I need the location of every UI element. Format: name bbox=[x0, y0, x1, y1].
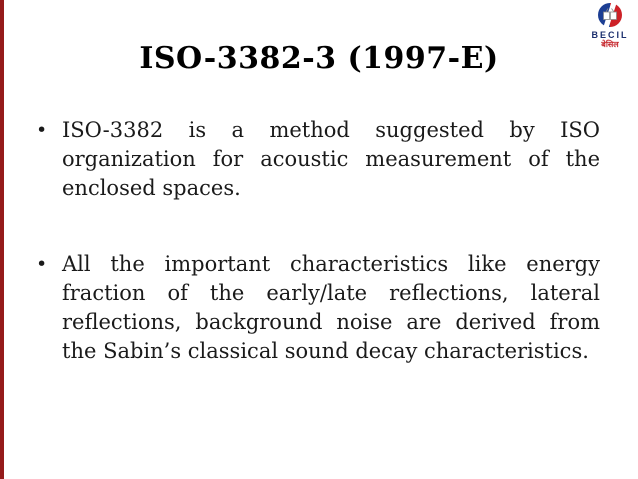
becil-logo-text-hindi: बेसिल bbox=[601, 40, 619, 49]
bullet-text: All the important characteristics like energy fraction of the early/late reflections, lateral reflections, background noise are derived from the Sabin’s classical sound decay characteristics. bbox=[62, 252, 600, 363]
slide-title: ISO-3382-3 (1997-E) bbox=[139, 41, 499, 76]
becil-logo-text: BECIL bbox=[591, 30, 629, 40]
bullet-item bbox=[36, 250, 600, 366]
bullet-marker: • bbox=[36, 119, 48, 141]
left-accent-bar bbox=[0, 0, 4, 479]
bullet-list bbox=[36, 116, 600, 366]
becil-logo bbox=[586, 2, 634, 49]
bullet-marker: • bbox=[36, 253, 48, 275]
bullet-item bbox=[36, 116, 600, 203]
becil-logo-icon bbox=[586, 2, 634, 30]
bullet-text: ISO-3382 is a method suggested by ISO organization for acoustic measurement of the enclosed spaces. bbox=[62, 118, 600, 200]
